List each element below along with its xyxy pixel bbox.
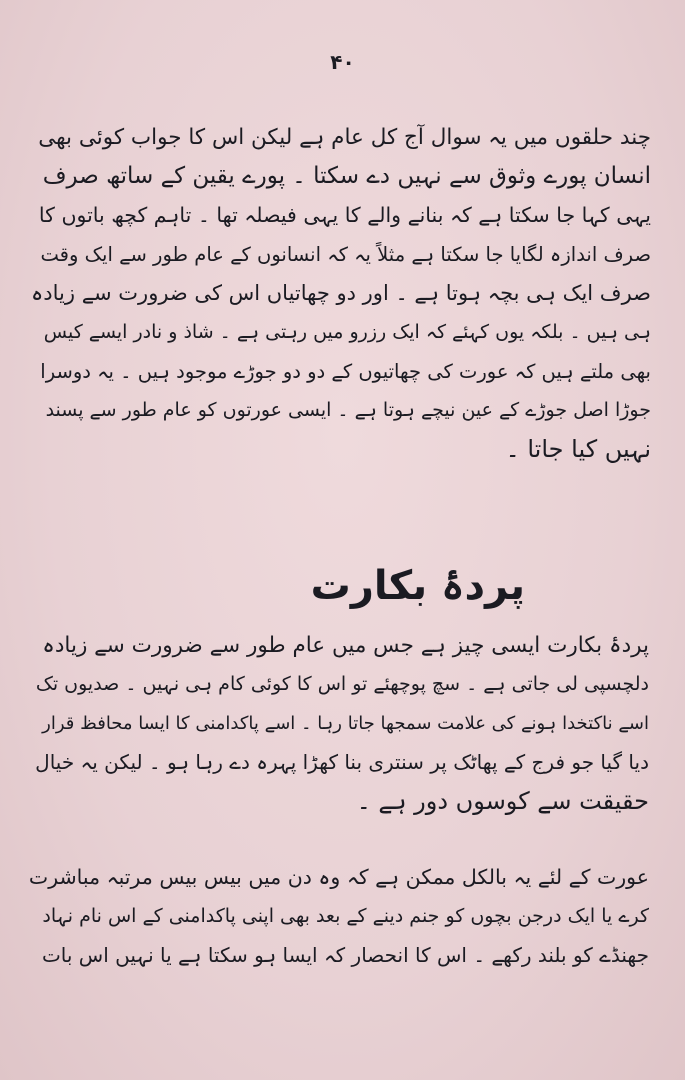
text-line: جھنڈے کو بلند رکھے ۔ اس کا انحصار کہ ایسا ہو سکتا ہے یا نہیں اس بات — [41, 943, 649, 967]
text-line: کرے یا ایک درجن بچوں کو جنم دینے کے بعد بھی اپنی پاکدامنی کے اس نام نہاد — [42, 905, 649, 927]
text-line: یہی کہا جا سکتا ہے کہ بنانے والے کا یہی فیصلہ تھا ۔ تاہم کچھ باتوں کا — [38, 203, 651, 227]
text-line: پردۂ بکارت ایسی چیز ہے جس میں عام طور سے ضرورت سے زیادہ — [42, 633, 649, 658]
text-line: اسے ناکتخدا ہونے کی علامت سمجھا جاتا رہا ۔ اسے پاکدامنی کا ایسا محافظ قرار — [42, 713, 649, 734]
paragraph-1 — [31, 118, 651, 469]
paragraph-3 — [29, 858, 649, 975]
text-line: ہی ہیں ۔ بلکہ یوں کہئے کہ ایک رزرو میں رہتی ہے ۔ شاذ و نادر ایسے کیس — [43, 321, 651, 343]
text-line: دلچسپی لی جاتی ہے ۔ سچ پوچھئے تو اس کا کوئی کام ہی نہیں ۔ صدیوں تک — [35, 673, 649, 695]
paragraph-2 — [29, 626, 649, 821]
text-line: نہیں کیا جاتا ۔ — [505, 435, 651, 463]
text-line: انسان پورے وثوق سے نہیں دے سکتا ۔ پورے یقین کے ساتھ صرف — [42, 163, 651, 189]
text-line: حقیقت سے کوسوں دور ہے ۔ — [356, 787, 649, 815]
page-number: ۴۰ — [330, 50, 355, 74]
section-heading: پردۂ بکارت — [310, 563, 525, 609]
text-line: جوڑا اصل جوڑے کے عین نیچے ہوتا ہے ۔ ایسی عورتوں کو عام طور سے پسند — [45, 399, 651, 421]
text-line: صرف ایک ہی بچہ ہوتا ہے ۔ اور دو چھاتیاں اس کی ضرورت سے زیادہ — [31, 281, 651, 305]
text-line: صرف اندازہ لگایا جا سکتا ہے مثلاً یہ کہ انسانوں کے عام طور سے ایک وقت — [40, 243, 651, 266]
text-line: بھی ملتے ہیں کہ عورت کی چھاتیوں کے دو دو جوڑے موجود ہیں ۔ یہ دوسرا — [40, 360, 651, 383]
text-line: دیا گیا جو فرج کے پھاٹک پر سنتری بنا کھڑا پہرہ دے رہا ہو ۔ لیکن یہ خیال — [35, 750, 649, 774]
text-line: عورت کے لئے یہ بالکل ممکن ہے کہ وہ دن میں بیس بیس مرتبہ مباشرت — [29, 865, 649, 889]
text-line: چند حلقوں میں یہ سوال آج کل عام ہے لیکن اس کا جواب کوئی بھی — [38, 125, 651, 150]
